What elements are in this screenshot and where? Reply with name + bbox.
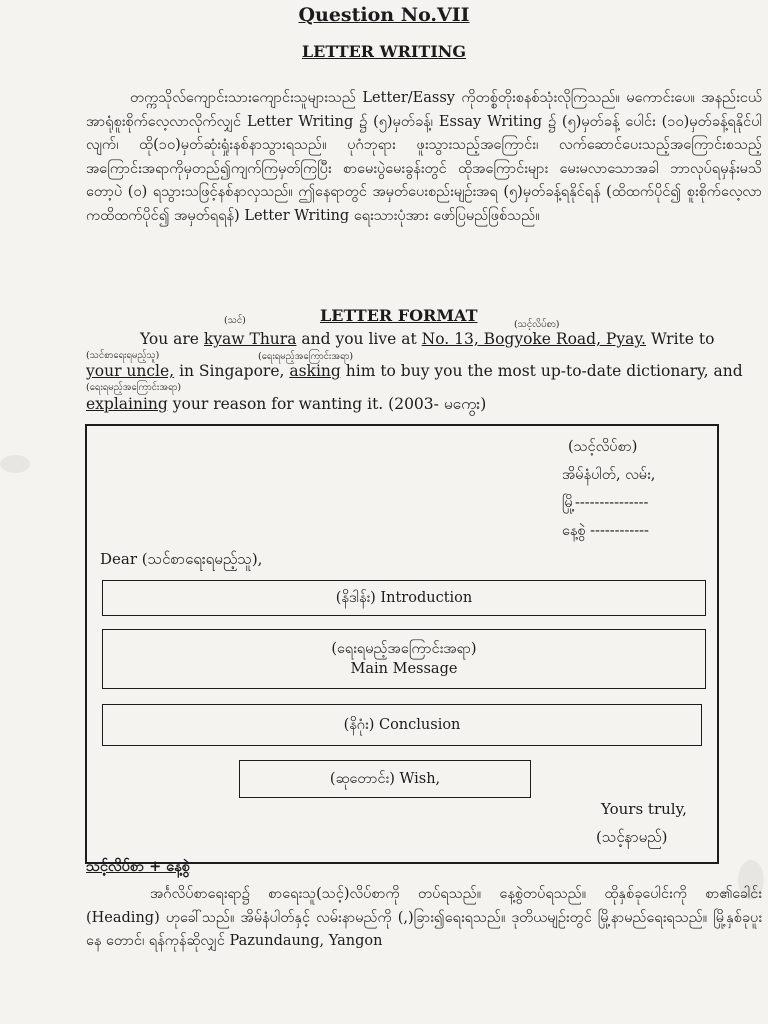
wish-box xyxy=(239,760,531,798)
task-explaining-rest: your reason for wanting it. (2003- မကွေး) xyxy=(172,395,487,413)
task-uncle: your uncle, xyxy=(86,362,175,380)
letter-format-heading: LETTER FORMAT xyxy=(320,306,478,325)
closing: Yours truly, xyxy=(601,800,687,818)
note-you: (သင်) xyxy=(224,315,246,326)
task-address: No. 13, Bogyoke Road, Pyay. xyxy=(421,330,646,348)
heading-section-title: သင့်လိပ်စာ + နေ့စွဲ xyxy=(86,858,190,875)
task-singapore: in Singapore, xyxy=(179,362,285,380)
address-line-2: အိမ်နံပါတ်, လမ်း, xyxy=(562,467,656,483)
wish-label: (ဆုတောင်း) Wish, xyxy=(329,771,441,787)
main-message-box xyxy=(102,629,706,689)
introduction-label: (နိဒါန်း) Introduction xyxy=(335,590,473,606)
scan-smudge xyxy=(0,455,30,473)
main-message-mm-label: (ရေးရမည့်အကြောင်းအရာ) xyxy=(331,641,477,657)
task-line-2 xyxy=(86,362,743,380)
introduction-box xyxy=(102,580,706,616)
task-write-to: Write to xyxy=(650,330,715,348)
task-name: kyaw Thura xyxy=(203,330,297,348)
task-asking: asking xyxy=(289,362,341,380)
task-explaining: explaining xyxy=(86,395,168,413)
letter-template-box xyxy=(85,424,719,864)
date-line: နေ့စွဲ ------------ xyxy=(562,523,649,539)
conclusion-box xyxy=(102,704,702,746)
task-asking-rest: him to buy you the most up-to-date dictionary, and xyxy=(345,362,743,380)
salutation: Dear (သင်စာရေးရမည့်သူ), xyxy=(100,550,263,568)
note-subject-1: (ရေးရမည့်အကြောင်းအရာ) xyxy=(258,351,354,362)
task-you-are: You are xyxy=(140,330,199,348)
task-live-at: and you live at xyxy=(301,330,417,348)
question-heading: Question No.VII xyxy=(298,4,470,26)
signature-placeholder: (သင့်နာမည်) xyxy=(596,828,668,846)
address-line-1: (သင့်လိပ်စာ) xyxy=(568,439,638,455)
heading-section-body: အင်္ဂလိပ်စာရေးရာ၌ စာရေးသူ(သင့်)လိပ်စာကို တပ်ရသည်။ နေ့စွဲတပ်ရသည်။ ထိုနှစ်ခုပေါင်းကို စာ၏ခေါင်း (Heading) ဟုခေါ်သည်။ အိမ်နံပါတ်နှင့် လမ်းနာမည်ကို (,)ခြား၍ရေးရသည်။ ဒုတိယမျဉ်းတွင် မြို့နာမည်ရေးရသည်။ မြို့နှစ်ခုပူးနေ တောင်၊ ရန်ကုန်ဆိုလျှင် Pazundaung, Yangon xyxy=(86,886,762,949)
note-recipient: (သင်စာရေးရမည့်သူ) xyxy=(86,350,160,361)
main-message-label: Main Message xyxy=(350,661,458,677)
task-line-3 xyxy=(86,394,486,417)
task-line-1 xyxy=(140,330,714,348)
intro-paragraph: တက္ကသိုလ်ကျောင်းသားကျောင်းသူများသည် Letter/Eassy ကိုတစ္စ်တိုးစနစ်သုံးလိုကြသည်။ မကောင်းပေ။ အနည်းငယ်အာရုံစူးစိုက်လေ့လာလိုက်လျှင် Letter Writing ၌ (၅)မှတ်ခန့်၊ Essay Writing ၌ (၅)မှတ်ခန့် ပေါင်း (၁၀)မှတ်ခန့်ရနိုင်ပါလျက်၊ ထို(၁၀)မှတ်ဆုံးရှုံးနစ်နာသွားရသည်။ ပုဂံဘုရား ဖူးသွားသည့်အကြောင်း၊ လက်ဆောင်ပေးသည့်အကြောင်းစသည့် အကြောင်းအရာကိုမှတည်၍ကျက်ကြမှတ်ကြပြီး စာမေးပွဲမေးခွန်းတွင် ထိုအကြောင်းများ မေးမလာသောအခါ ဘာလုပ်ရမှန်းမသိတော့ပဲ (၀) ရသွားသဖြင့်နစ်နာလှသည်။ ဤနေရာတွင် အမှတ်ပေးစည်းမျဉ်းအရ (၅)မှတ်ခန့်ရနိုင်ရန် (ထိထက်ပိုင်၍ စူးစိုက်လေ့လာကထိထက်ပိုင်၍ အမှတ်ရရန်) Letter Writing ရေးသားပုံအား ဖော်ပြမည်ဖြစ်သည်။ xyxy=(86,90,762,224)
note-address: (သင့်လိပ်စာ) xyxy=(514,319,560,330)
note-subject-2: (ရေးရမည့်အကြောင်းအရာ) xyxy=(86,382,182,393)
section-heading: LETTER WRITING xyxy=(301,42,467,61)
conclusion-label: (နိဂုံး) Conclusion xyxy=(343,717,461,733)
address-line-3: မြို့--------------- xyxy=(562,495,649,511)
